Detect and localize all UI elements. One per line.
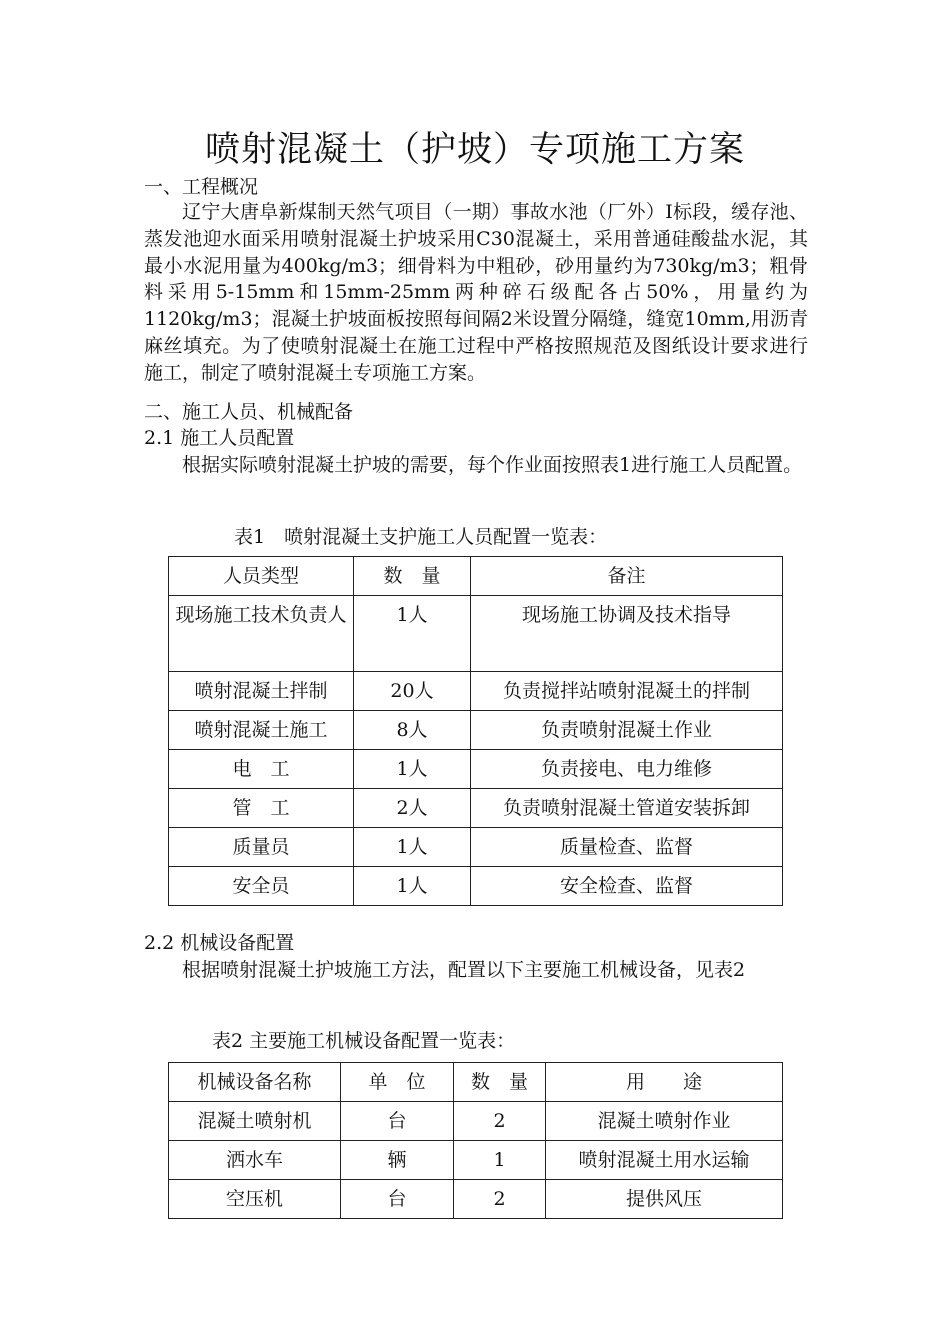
table-cell: 1人 — [354, 750, 471, 789]
table-cell: 1人 — [354, 828, 471, 867]
table-header-row — [169, 1063, 783, 1102]
table-header-cell: 数 量 — [454, 1063, 546, 1102]
section-heading-overview: 一、工程概况 — [144, 176, 259, 198]
table-row — [169, 867, 783, 906]
table-header-cell: 用 途 — [546, 1063, 783, 1102]
table-row — [169, 1180, 783, 1219]
page-title: 喷射混凝土（护坡）专项施工方案 — [204, 130, 745, 170]
table-cell: 混凝土喷射作业 — [546, 1102, 783, 1141]
table-cell: 安全检查、监督 — [471, 867, 783, 906]
table-row — [169, 1102, 783, 1141]
table-cell: 空压机 — [169, 1180, 341, 1219]
table-header-cell: 人员类型 — [169, 557, 354, 596]
table-cell: 8人 — [354, 711, 471, 750]
table-cell: 20人 — [354, 672, 471, 711]
table-row — [169, 828, 783, 867]
table-cell: 质量员 — [169, 828, 354, 867]
table-cell: 台 — [341, 1102, 454, 1141]
subsection-heading-personnel: 2.1 施工人员配置 — [144, 427, 295, 449]
table-cell: 安全员 — [169, 867, 354, 906]
table-cell: 负责喷射混凝土管道安装拆卸 — [471, 789, 783, 828]
table-cell: 混凝土喷射机 — [169, 1102, 341, 1141]
table-header-cell: 数 量 — [354, 557, 471, 596]
table-cell: 电 工 — [169, 750, 354, 789]
section-heading-staffing: 二、施工人员、机械配备 — [144, 401, 354, 423]
table-cell: 2 — [454, 1180, 546, 1219]
table-cell: 负责喷射混凝土作业 — [471, 711, 783, 750]
overview-paragraph: 辽宁大唐阜新煤制天然气项目（一期）事故水池（厂外）Ⅰ标段，缓存池、蒸发池迎水面采用喷射混凝土护坡采用C30混凝土，采用普通硅酸盐水泥，其最小水泥用量为400kg/m3；细骨料为中粗砂，砂用量约为730kg/m3；粗骨料采用5-15mm和15mm-25mm两种碎石级配各占50%，用量约为1120kg/m3；混凝土护坡面板按照每间隔2米设置分隔缝，缝宽10mm,用沥青麻丝填充。为了使喷射混凝土在施工过程中严格按照规范及图纸设计要求进行施工，制定了喷射混凝土专项施工方案。 — [144, 201, 808, 384]
personnel-paragraph: 根据实际喷射混凝土护坡的需要，每个作业面按照表1进行施工人员配置。 — [182, 454, 803, 476]
table-header-row — [169, 557, 783, 596]
table-row — [169, 1141, 783, 1180]
table1-caption: 表1 喷射混凝土支护施工人员配置一览表： — [234, 526, 608, 548]
table-row — [169, 672, 783, 711]
table-cell: 质量检查、监督 — [471, 828, 783, 867]
table-cell: 1人 — [354, 596, 471, 672]
table-cell: 1人 — [354, 867, 471, 906]
table-cell: 台 — [341, 1180, 454, 1219]
table-cell: 现场施工协调及技术指导 — [471, 596, 783, 672]
subsection-heading-equipment: 2.2 机械设备配置 — [144, 932, 295, 954]
table-cell: 1 — [454, 1141, 546, 1180]
table-row — [169, 711, 783, 750]
table-row — [169, 596, 783, 672]
table-cell: 管 工 — [169, 789, 354, 828]
table-cell: 现场施工技术负责人 — [169, 596, 354, 672]
table-cell: 喷射混凝土施工 — [169, 711, 354, 750]
table-cell: 辆 — [341, 1141, 454, 1180]
table-cell: 提供风压 — [546, 1180, 783, 1219]
equipment-table — [168, 1062, 783, 1219]
equipment-paragraph: 根据喷射混凝土护坡施工方法，配置以下主要施工机械设备，见表2 — [182, 959, 746, 981]
table-cell: 洒水车 — [169, 1141, 341, 1180]
table-header-cell: 机械设备名称 — [169, 1063, 341, 1102]
table-row — [169, 789, 783, 828]
table-header-cell: 备注 — [471, 557, 783, 596]
table-cell: 2人 — [354, 789, 471, 828]
table-header-cell: 单 位 — [341, 1063, 454, 1102]
table-cell: 负责搅拌站喷射混凝土的拌制 — [471, 672, 783, 711]
table-cell: 2 — [454, 1102, 546, 1141]
table-cell: 负责接电、电力维修 — [471, 750, 783, 789]
table-row — [169, 750, 783, 789]
table2-caption: 表2 主要施工机械设备配置一览表： — [212, 1030, 516, 1052]
table-cell: 喷射混凝土拌制 — [169, 672, 354, 711]
personnel-table — [168, 556, 783, 906]
table-cell: 喷射混凝土用水运输 — [546, 1141, 783, 1180]
